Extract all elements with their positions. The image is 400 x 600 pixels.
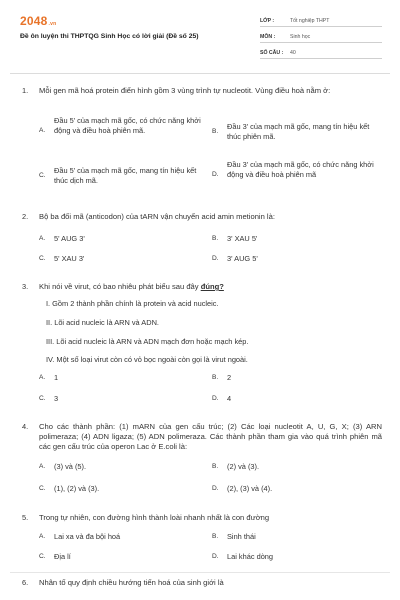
question-text: Trong tự nhiên, con đường hình thành loài nhanh nhất là con đường bbox=[39, 513, 270, 522]
option-letter: C. bbox=[39, 553, 46, 560]
option-letter: C. bbox=[39, 485, 46, 492]
option-text: (1), (2) và (3). bbox=[54, 484, 100, 493]
logo-text: 2048 bbox=[20, 14, 48, 28]
question-number: 2. bbox=[22, 212, 29, 221]
option-letter: C. bbox=[39, 172, 46, 179]
site-logo[interactable] bbox=[20, 14, 56, 28]
question-number: 1. bbox=[22, 86, 29, 95]
meta-label: LỚP : bbox=[260, 18, 275, 24]
meta-value: 40 bbox=[290, 50, 296, 56]
option-text: Đầu 3' của mạch mã gốc, có chức năng khởi động và điều hoà phiên mã bbox=[227, 160, 374, 179]
exam-title: Đề ôn luyện thi THPTQG Sinh Học có lời giải (Đề số 25) bbox=[20, 33, 199, 40]
option-letter: A. bbox=[39, 533, 46, 540]
header-divider bbox=[10, 73, 390, 74]
statement-3: III. Lõi acid nucleic là ARN và ADN mạch đơn hoặc mạch kép. bbox=[46, 337, 249, 346]
option-letter: C. bbox=[39, 255, 46, 262]
option-letter: D. bbox=[212, 553, 219, 560]
option-text: 3' AUG 5' bbox=[227, 254, 258, 263]
question-divider bbox=[10, 572, 390, 573]
option-letter: A. bbox=[39, 463, 46, 470]
option-text: (3) và (5). bbox=[54, 462, 87, 471]
statement-4: IV. Một số loại virut còn có vỏ bọc ngoài còn gọi là virut ngoài. bbox=[46, 355, 248, 364]
question-number: 4. bbox=[22, 422, 29, 431]
option-letter: C. bbox=[39, 395, 46, 402]
option-text: 3' XAU 5' bbox=[227, 234, 258, 243]
exam-meta bbox=[260, 14, 382, 62]
question-text-main: Khi nói về virut, có bao nhiêu phát biểu sau đây bbox=[39, 282, 201, 291]
option-text: (2), (3) và (4). bbox=[227, 484, 273, 493]
option-letter: D. bbox=[212, 485, 219, 492]
option-text: (2) và (3). bbox=[227, 462, 260, 471]
option-letter: B. bbox=[212, 374, 219, 381]
option-letter: B. bbox=[212, 533, 219, 540]
option-letter: B. bbox=[212, 235, 219, 242]
meta-label: MÔN : bbox=[260, 34, 276, 40]
option-text: Đầu 3' của mạch mã gốc, mang tín hiệu kết thúc phiên mã. bbox=[227, 122, 370, 141]
meta-row-count bbox=[260, 46, 382, 59]
option-text: 5' XAU 3' bbox=[54, 254, 85, 263]
meta-value: Sinh học bbox=[290, 34, 311, 40]
meta-label: SỐ CÂU : bbox=[260, 50, 284, 56]
option-text: 1 bbox=[54, 373, 59, 382]
question-text: Nhân tố quy định chiều hướng tiến hoá của sinh giới là bbox=[39, 578, 224, 587]
question-number: 6. bbox=[22, 578, 29, 587]
option-text: 4 bbox=[227, 394, 232, 403]
document-header bbox=[20, 14, 382, 62]
question-text-emphasis: đúng? bbox=[200, 282, 224, 291]
question-text: Cho các thành phần: (1) mARN của gen cấu trúc; (2) Các loại nucleotit A, U, G, X; (3) ARN polimeraza; (4) ADN ligaza; (5) ADN polimeraza. Các thành phần tham gia vào quá trình phiên mã các gen cấu trúc của operon Lac ở E.coli là: bbox=[39, 422, 382, 452]
option-text: Đầu 5' của mạch mã gốc, mang tín hiệu kết thúc dịch mã. bbox=[54, 166, 197, 185]
option-text: Sinh thái bbox=[227, 532, 256, 541]
option-letter: B. bbox=[212, 463, 219, 470]
statement-1: I. Gồm 2 thành phần chính là protein và acid nucleic. bbox=[46, 299, 219, 308]
option-letter: A. bbox=[39, 374, 46, 381]
question-number: 3. bbox=[22, 282, 29, 291]
option-text: 5' AUG 3' bbox=[54, 234, 85, 243]
meta-value: Tốt nghiệp THPT bbox=[290, 18, 330, 24]
option-text: Địa lí bbox=[54, 552, 71, 561]
question-text: Mỗi gen mã hoá protein điển hình gồm 3 vùng trình tự nucleotit. Vùng điều hoà nằm ở: bbox=[39, 86, 331, 95]
meta-row-class bbox=[260, 14, 382, 27]
question-number: 5. bbox=[22, 513, 29, 522]
option-text: 2 bbox=[227, 373, 232, 382]
option-text: Lai khác dòng bbox=[227, 552, 274, 561]
option-letter: D. bbox=[212, 255, 219, 262]
question-text: Bộ ba đối mã (anticodon) của tARN vận chuyển acid amin metionin là: bbox=[39, 212, 275, 221]
option-letter: A. bbox=[39, 235, 46, 242]
option-letter: D. bbox=[212, 395, 219, 402]
statement-2: II. Lõi acid nucleic là ARN và ADN. bbox=[46, 318, 159, 327]
option-letter: B. bbox=[212, 128, 219, 135]
question-text bbox=[39, 282, 382, 292]
option-letter: D. bbox=[212, 171, 219, 178]
option-letter: A. bbox=[39, 127, 46, 134]
option-text: 3 bbox=[54, 394, 59, 403]
logo-suffix: .vn bbox=[48, 21, 57, 27]
option-text: Lai xa và đa bội hoá bbox=[54, 532, 121, 541]
meta-row-subject bbox=[260, 30, 382, 43]
option-text: Đầu 5' của mạch mã gốc, có chức năng khởi động và điều hoà phiên mã. bbox=[54, 116, 201, 135]
